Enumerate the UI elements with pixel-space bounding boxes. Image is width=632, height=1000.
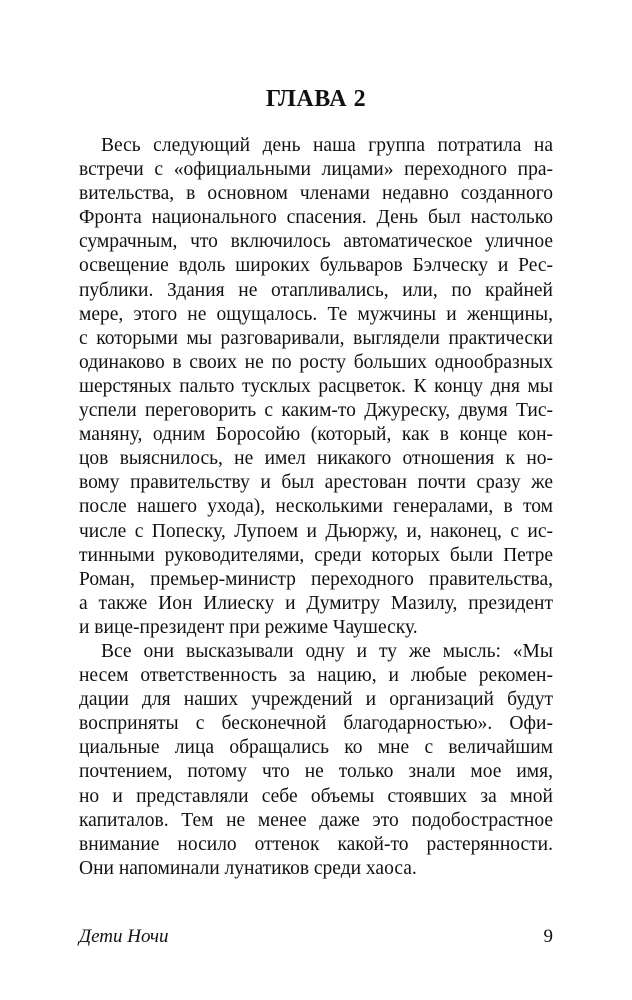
text-line: цов выяснилось, не имел никакого отношения к но-	[79, 448, 553, 470]
text-line: циальные лица обращались ко мне с величайшим	[79, 737, 553, 759]
running-title: Дети Ночи	[79, 926, 169, 947]
text-line: тинными руководителями, среди которых были Петре	[79, 544, 553, 566]
text-line: одинаково в своих не по росту больших однообразных	[79, 351, 553, 373]
text-line: Весь следующий день наша группа потратила на	[101, 135, 553, 156]
text-line: после нашего ухода), несколькими генералами, в том	[79, 496, 553, 518]
text-line: мере, этого не ощущалось. Те мужчины и женщины,	[79, 303, 553, 325]
text-line: публики. Здания не отапливались, или, по крайней	[79, 279, 553, 301]
text-line: шерстяных пальто тусклых расцветок. К концу дня мы	[79, 375, 553, 397]
text-line: дации для наших учреждений и организаций будут	[79, 689, 553, 711]
text-line: а также Ион Илиеску и Думитру Мазилу, президент	[79, 592, 553, 614]
text-line: успели переговорить с каким-то Джуреску, двумя Тис-	[79, 400, 553, 422]
text-line: капиталов. Тем не менее даже это подобострастное	[79, 809, 553, 831]
body-text	[79, 134, 553, 881]
text-line: сумрачным, что включилось автоматическое уличное	[79, 231, 553, 253]
text-line: числе с Попеску, Лупоем и Дьюржу, и, наконец, с ис-	[79, 520, 553, 542]
text-line: вому правительству и был арестован почти сразу же	[79, 472, 553, 494]
text-line: Все они высказывали одну и ту же мысль: «Мы	[101, 640, 553, 662]
text-line: освещение вдоль широких бульваров Бэлческу и Рес-	[79, 255, 553, 277]
page-footer	[79, 926, 553, 954]
text-line: Они напоминали лунатиков среди хаоса.	[79, 857, 417, 879]
text-line: Роман, премьер-министр переходного правительства,	[79, 568, 553, 590]
text-line: с которыми мы разговаривали, выглядели практически	[79, 327, 553, 349]
text-line: вительства, в основном членами недавно созданного	[79, 183, 553, 205]
text-line: Фронта национального спасения. День был настолько	[79, 207, 553, 229]
text-line: несем ответственность за нацию, и любые рекомен-	[79, 665, 553, 687]
text-line: встречи с «официальными лицами» переходного пра-	[79, 159, 553, 181]
text-line: восприняты с бесконечной благодарностью». Офи-	[79, 713, 553, 735]
text-line: почтением, потому что не только знали мое имя,	[79, 761, 553, 783]
chapter-title: ГЛАВА 2	[265, 86, 367, 112]
text-line: и вице-президент при режиме Чаушеску.	[79, 616, 418, 638]
text-line: внимание носило оттенок какой-то растерянности.	[79, 833, 553, 855]
text-line: маняну, одним Боросойю (который, как в конце кон-	[79, 424, 553, 446]
text-line: но и представляли себе объемы стоявших за мной	[79, 785, 553, 807]
page-number: 9	[543, 926, 553, 947]
paragraph-1	[79, 134, 553, 640]
paragraph-2	[79, 640, 553, 881]
